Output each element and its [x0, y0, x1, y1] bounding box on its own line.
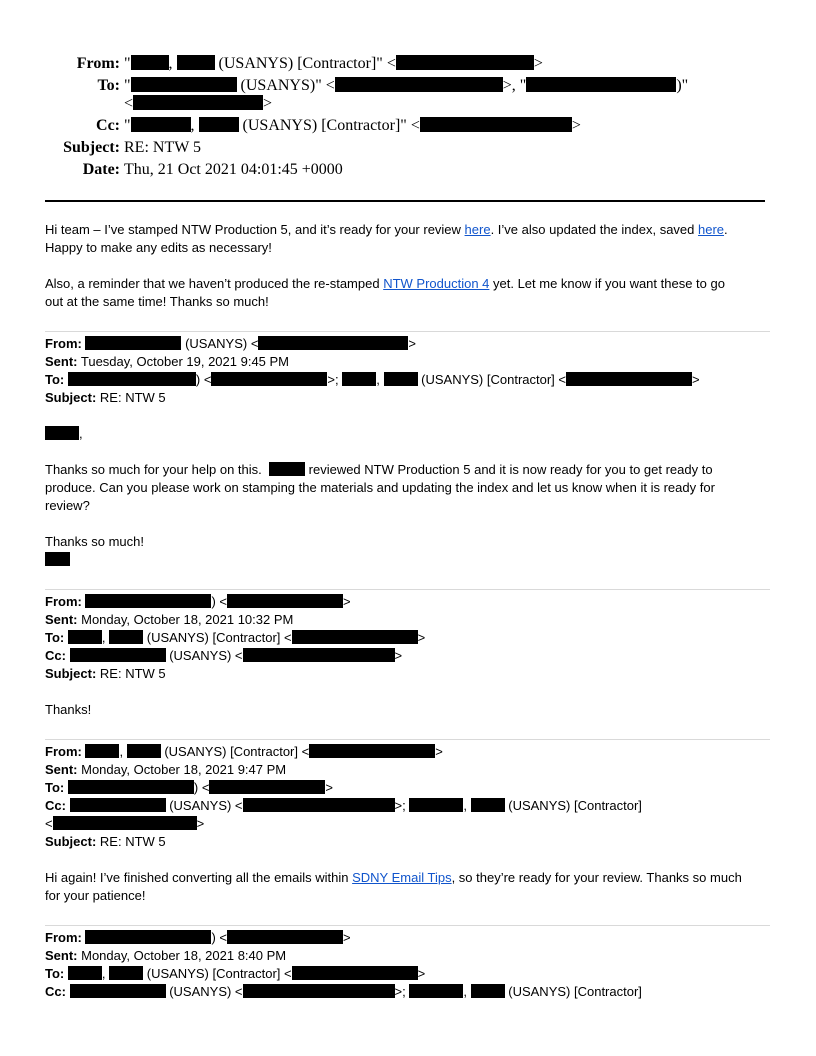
msg3-to-line: To: , (USANYS) [Contractor] < >	[45, 630, 426, 645]
msg3-cc-line: Cc: (USANYS) < >	[45, 648, 403, 663]
redaction-block	[471, 984, 505, 998]
redaction-block	[566, 372, 692, 386]
header-date-value: Thu, 21 Oct 2021 04:01:45 +0000	[124, 161, 343, 178]
redaction-block	[409, 798, 463, 812]
msg4-paragraph-1: Hi again! I’ve finished converting all the emails within SDNY Email Tips, so they’re ready for your review. Thanks so much for your patience!	[45, 870, 742, 903]
msg3-from-line: From: ) < >	[45, 594, 351, 609]
header-subject-value: RE: NTW 5	[124, 139, 202, 156]
msg1-paragraph-2: Also, a reminder that we haven’t produced the re-stamped NTW Production 4 yet. Let me know if you want these to go out at the same time! Thanks so much!	[45, 276, 725, 309]
redaction-block	[127, 744, 161, 758]
msg2-paragraph-1: Thanks so much for your help on this. reviewed NTW Production 5 and it is now ready for you to get ready to produce. Can you please work on stamping the materials and updating the index and let us know when it is ready for review?	[45, 462, 715, 513]
redaction-block	[70, 798, 166, 812]
redaction-block	[68, 780, 194, 794]
redaction-block	[85, 594, 211, 608]
redaction-block	[109, 630, 143, 644]
redaction-block	[292, 630, 418, 644]
msg4-cc-line: Cc: (USANYS) < >; , (USANYS) [Contractor]	[45, 798, 642, 813]
msg4-subject-line: Subject: RE: NTW 5	[45, 834, 166, 849]
redaction-block	[227, 594, 343, 608]
redaction-block	[209, 780, 325, 794]
redaction-block	[471, 798, 505, 812]
msg1-link-here-2[interactable]: here	[698, 222, 725, 237]
msg2-signature	[45, 551, 770, 569]
redaction-block	[70, 648, 166, 662]
msg1-link-here-1[interactable]: here	[464, 222, 491, 237]
redaction-block	[243, 984, 395, 998]
redaction-block	[68, 966, 102, 980]
msg4-from-line: From: , (USANYS) [Contractor] < >	[45, 744, 443, 759]
redaction-block	[243, 648, 395, 662]
email-thread	[45, 221, 770, 1001]
msg2-from-line: From: (USANYS) < >	[45, 336, 417, 351]
redaction-block	[335, 77, 503, 92]
redaction-block	[420, 117, 572, 132]
header-from-label: From:	[76, 55, 120, 72]
msg3-subject-line: Subject: RE: NTW 5	[45, 666, 166, 681]
redaction-block	[211, 372, 327, 386]
redaction-block	[85, 744, 119, 758]
redaction-block	[68, 630, 102, 644]
header-to-label: To:	[97, 77, 120, 94]
msg1-paragraph-1: Hi team – I’ve stamped NTW Production 5, and it’s ready for your review here. I’ve also updated the index, saved here. Happy to make any edits as necessary!	[45, 222, 728, 255]
redaction-block	[45, 426, 79, 440]
redaction-block	[45, 552, 70, 566]
msg2-closing: Thanks so much!	[45, 534, 144, 549]
msg3-body: Thanks!	[45, 702, 92, 717]
redaction-block	[131, 77, 237, 92]
msg4-link-sdny-email-tips[interactable]: SDNY Email Tips	[352, 870, 452, 885]
redaction-block	[396, 55, 534, 70]
redaction-block	[53, 816, 197, 830]
msg4-cc-line-2: < >	[45, 816, 205, 831]
redaction-block	[131, 117, 191, 132]
header-cc-label: Cc:	[96, 117, 120, 134]
msg2-sent-line: Sent: Tuesday, October 19, 2021 9:45 PM	[45, 354, 290, 369]
redaction-block	[292, 966, 418, 980]
redaction-block	[70, 984, 166, 998]
msg5-sent-line: Sent: Monday, October 18, 2021 8:40 PM	[45, 948, 287, 963]
redaction-block	[227, 930, 343, 944]
header-divider	[45, 200, 765, 202]
redaction-block	[258, 336, 408, 350]
redaction-block	[68, 372, 196, 386]
msg4-sent-line: Sent: Monday, October 18, 2021 9:47 PM	[45, 762, 287, 777]
redaction-block	[526, 77, 676, 92]
redaction-block	[85, 336, 181, 350]
redaction-block	[177, 55, 215, 70]
msg2-greeting: ,	[45, 425, 770, 443]
redaction-block	[309, 744, 435, 758]
msg5-cc-line: Cc: (USANYS) < >; , (USANYS) [Contractor]	[45, 984, 642, 999]
header-date-label: Date:	[82, 161, 120, 178]
redaction-block	[243, 798, 395, 812]
header-to-row-2: < >	[124, 95, 273, 112]
redaction-block	[269, 462, 305, 476]
msg3-sent-line: Sent: Monday, October 18, 2021 10:32 PM	[45, 612, 294, 627]
redaction-block	[131, 55, 169, 70]
msg1-link-ntw-production-4[interactable]: NTW Production 4	[383, 276, 490, 291]
msg4-to-line: To: ) < >	[45, 780, 334, 795]
redaction-block	[409, 984, 463, 998]
redaction-block	[85, 930, 211, 944]
redaction-block	[342, 372, 376, 386]
msg5-to-line: To: , (USANYS) [Contractor] < >	[45, 966, 426, 981]
msg2-to-line: To: ) < >; , (USANYS) [Contractor] < >	[45, 372, 700, 387]
redaction-block	[199, 117, 239, 132]
msg2-subject-line: Subject: RE: NTW 5	[45, 390, 166, 405]
redaction-block	[384, 372, 418, 386]
msg5-from-line: From: ) < >	[45, 930, 351, 945]
redaction-block	[133, 95, 263, 110]
header-subject-label: Subject:	[63, 139, 120, 156]
redaction-block	[109, 966, 143, 980]
